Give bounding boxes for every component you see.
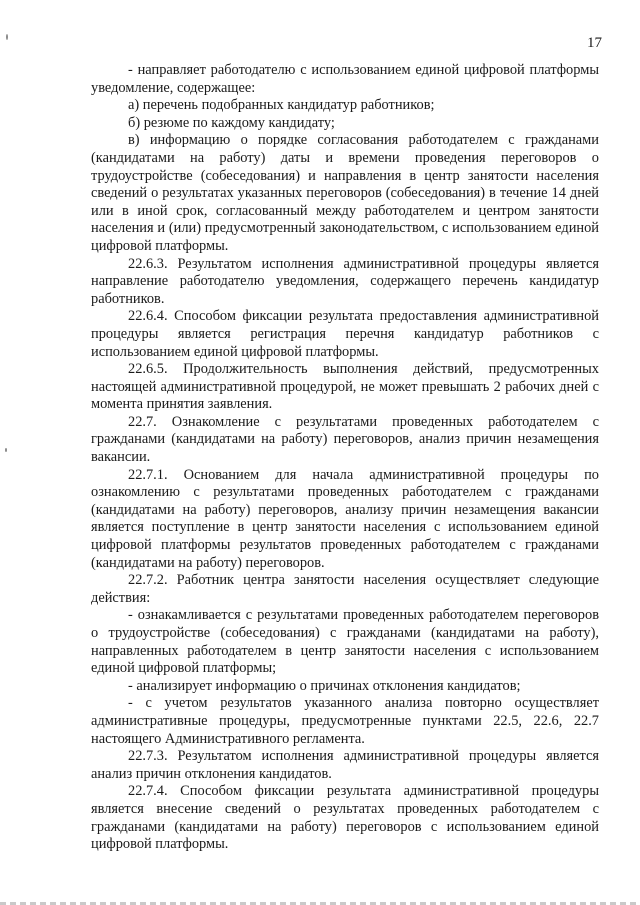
paragraph-22-7: 22.7. Ознакомление с результатами проведенных работодателем с гражданами (кандидатами на работу) переговоров, анализ причин незамещения вакансии.: [91, 413, 599, 466]
paragraph-22-7-1: 22.7.1. Основанием для начала административной процедуры по ознакомлению с результатами проведенных работодателем с гражданами (кандидатами на работу) переговоров, анализу причин незамещения вакансии является поступление в центр занятости населения с использованием единой цифровой платформы результатов проведенных работодателем с гражданами (кандидатами на работу) переговоров.: [91, 466, 599, 571]
paragraph-22-6-3: 22.6.3. Результатом исполнения административной процедуры является направление работодателю уведомления, содержащего перечень кандидатур работников.: [91, 255, 599, 307]
list-item-dash-review: - ознакамливается с результатами проведенных работодателем переговоров о трудоустройстве (собеседования) с гражданами (кандидатами на работу), направленных работодателем в центр занятости населения с использованием единой цифровой платформы;: [91, 607, 599, 677]
list-item-c: в) информацию о порядке согласования работодателем с гражданами (кандидатами на работу) даты и времени проведения переговоров о трудоустройстве (собеседования) и направления в центр занятости населения сведений о результатах указанных переговоров (собеседования) в течение 14 дней или в иной срок, согласованный между работодателем и центром занятости населения и (или) предусмотренный законодательством, с использованием единой цифровой платформы.: [91, 132, 599, 254]
list-item-dash-repeat: - с учетом результатов указанного анализа повторно осуществляет административные процедуры, предусмотренные пунктами 22.5, 22.6, 22.7 настоящего Административного регламента.: [91, 695, 599, 747]
paragraph-22-6-5: 22.6.5. Продолжительность выполнения действий, предусмотренных настоящей административной процедурой, не может превышать 2 рабочих дней с момента принятия заявления.: [91, 361, 599, 413]
paragraph-22-7-3: 22.7.3. Результатом исполнения административной процедуры является анализ причин отклонения кандидатов.: [91, 748, 599, 782]
paragraph-22-7-4: 22.7.4. Способом фиксации результата административной процедуры является внесение сведений о результатах проведенных работодателем с гражданами (кандидатами на работу) переговоров с использованием единой цифровой платформы.: [91, 783, 599, 853]
paragraph-22-7-2: 22.7.2. Работник центра занятости населения осуществляет следующие действия:: [91, 572, 599, 606]
scan-speck: [5, 448, 7, 452]
paragraph-22-6-4: 22.6.4. Способом фиксации результата предоставления административной процедуры является регистрация перечня кандидатур работников с использованием единой цифровой платформы.: [91, 308, 599, 360]
scan-speck: [6, 34, 8, 40]
page-number: 17: [587, 35, 602, 51]
list-item-dash-analyze: - анализирует информацию о причинах отклонения кандидатов;: [128, 677, 521, 694]
document-body: [91, 62, 599, 854]
list-item-dash-notify: - направляет работодателю с использованием единой цифровой платформы уведомление, содержащее:: [91, 62, 599, 96]
list-item-b: б) резюме по каждому кандидату;: [128, 114, 335, 131]
list-item-a: а) перечень подобранных кандидатур работников;: [128, 97, 435, 114]
